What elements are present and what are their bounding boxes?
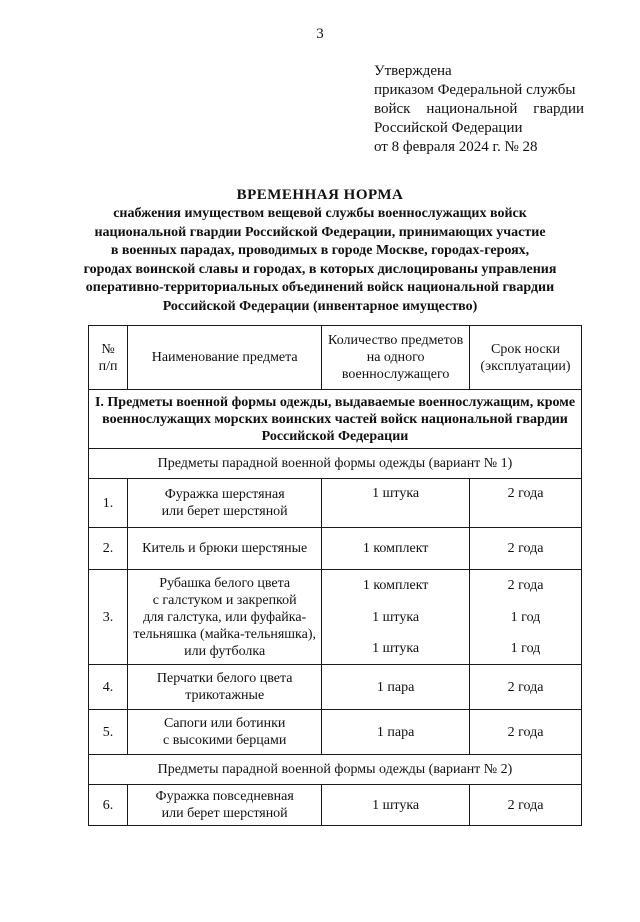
- row-qty: 1 пара: [322, 665, 470, 710]
- row-qty-line: 1 штука: [372, 641, 420, 656]
- row-num: 2.: [89, 528, 128, 570]
- row-name-line: Фуражка шерстяная: [164, 487, 285, 502]
- row-name: [128, 665, 322, 710]
- table-row: [89, 528, 582, 570]
- row-term: 2 года: [469, 479, 581, 528]
- group-row: [89, 755, 582, 785]
- row-term: 2 года: [469, 528, 581, 570]
- group-row: [89, 449, 582, 479]
- row-name-line: тельняшка (майка-тельняшка),: [133, 626, 317, 642]
- title-line: городах воинской славы и городах, в которых дислоцированы управления: [83, 261, 557, 277]
- norm-table: [88, 325, 582, 826]
- row-name-line: Фуражка повседневная: [155, 789, 294, 804]
- row-name: [128, 785, 322, 826]
- approval-line: Российской Федерации: [374, 120, 523, 136]
- row-name: [128, 570, 322, 665]
- row-term: [469, 570, 581, 665]
- row-name-line: Сапоги или ботинки: [163, 716, 286, 731]
- approval-line: войск национальной гвардии: [374, 101, 584, 117]
- row-name-line: трикотажные: [185, 688, 265, 703]
- row-qty: 1 пара: [322, 710, 470, 755]
- row-num: 4.: [89, 665, 128, 710]
- row-name-line: с галстуком и закрепкой: [152, 592, 297, 608]
- row-name: [128, 710, 322, 755]
- row-term-line: 1 год: [510, 609, 541, 625]
- approval-block: [374, 62, 584, 157]
- header-term: Срок носки (эксплуатации): [469, 326, 581, 390]
- row-term-line: 1 год: [510, 641, 541, 656]
- header-num-line: п/п: [98, 358, 118, 374]
- title-main: ВРЕМЕННАЯ НОРМА: [236, 187, 404, 203]
- row-name-line: с высокими берцами: [163, 733, 287, 748]
- row-num: 6.: [89, 785, 128, 826]
- row-qty: 1 штука: [322, 479, 470, 528]
- row-qty-line: 1 комплект: [362, 578, 429, 593]
- title-line: в военных парадах, проводимых в городе Москве, городах-героях,: [110, 243, 530, 258]
- row-qty: [322, 570, 470, 665]
- section-row: [89, 390, 582, 449]
- header-num-line: №: [101, 341, 115, 357]
- group-title: Предметы парадной военной формы одежды (вариант № 1): [89, 449, 582, 479]
- table-row: [89, 665, 582, 710]
- row-num: 1.: [89, 479, 128, 528]
- table-row: [89, 785, 582, 826]
- table-row: [89, 570, 582, 665]
- approval-line: от 8 февраля 2024 г. № 28: [374, 139, 538, 155]
- document-title: [0, 186, 640, 316]
- title-line: снабжения имуществом вещевой службы военнослужащих войск: [113, 206, 527, 221]
- title-line: национальной гвардии Российской Федерации, принимающих участие: [94, 224, 546, 240]
- table-header-row: [89, 326, 582, 390]
- row-term: 2 года: [469, 710, 581, 755]
- row-name-line: Китель и брюки шерстяные: [142, 541, 308, 556]
- row-name-line: или берет шерстяной: [161, 806, 288, 821]
- row-qty-line: 1 штука: [372, 609, 420, 625]
- table-row: [89, 710, 582, 755]
- group-title: Предметы парадной военной формы одежды (вариант № 2): [89, 755, 582, 785]
- title-line: оперативно-территориальных объединений войск национальной гвардии: [85, 280, 555, 295]
- header-name: Наименование предмета: [128, 326, 322, 390]
- table-row: [89, 479, 582, 528]
- row-term-line: 2 года: [507, 578, 544, 593]
- header-num: [89, 326, 128, 390]
- row-qty: 1 комплект: [322, 528, 470, 570]
- header-qty: Количество предметов на одного военнослужащего: [322, 326, 470, 390]
- row-num: 3.: [89, 570, 128, 665]
- page-number: 3: [316, 26, 324, 42]
- row-name-line: или берет шерстяной: [161, 504, 288, 519]
- row-name: [128, 528, 322, 570]
- row-qty: 1 штука: [322, 785, 470, 826]
- row-name-line: Перчатки белого цвета: [156, 671, 293, 686]
- row-name: [128, 479, 322, 528]
- row-name-line: или футболка: [184, 643, 266, 659]
- row-name-line: Рубашка белого цвета: [159, 575, 291, 591]
- title-subtitle: [0, 205, 640, 316]
- row-term: 2 года: [469, 785, 581, 826]
- title-line: Российской Федерации (инвентарное имущество): [162, 298, 478, 314]
- row-num: 5.: [89, 710, 128, 755]
- section-title: I. Предметы военной формы одежды, выдаваемые военнослужащим, кроме военнослужащих морских воинских частей войск национальной гвардии Российской Федерации: [89, 390, 582, 449]
- row-name-line: для галстука, или фуфайка-: [143, 609, 307, 625]
- row-term: 2 года: [469, 665, 581, 710]
- approval-line: Утверждена: [374, 63, 452, 79]
- approval-line: приказом Федеральной службы: [374, 82, 576, 98]
